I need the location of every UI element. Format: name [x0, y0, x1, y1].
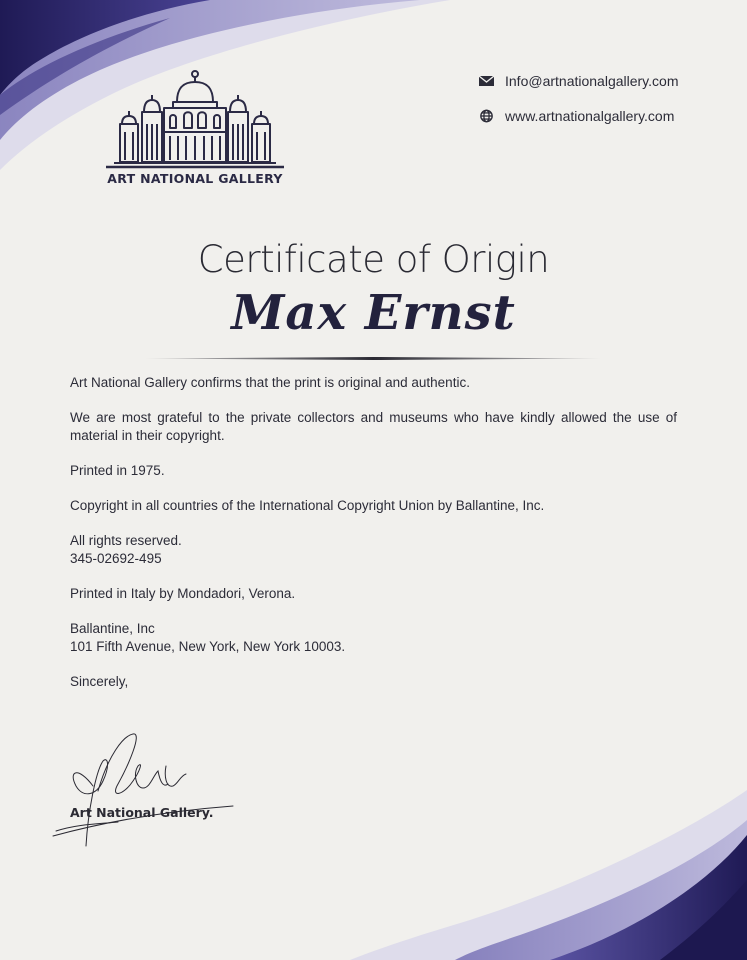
website-text[interactable]: www.artnationalgallery.com [505, 108, 675, 124]
artist-name: Max Ernst [231, 285, 516, 341]
handwritten-signature [48, 726, 248, 856]
paragraph-confirmation: Art National Gallery confirms that the print is original and authentic. [70, 375, 470, 390]
paragraph-printer: Printed in Italy by Mondadori, Verona. [70, 586, 296, 601]
certificate-title: Certificate of Origin [197, 238, 550, 281]
rights-line: All rights reserved. [70, 533, 182, 548]
globe-icon [478, 109, 495, 123]
paragraph-rights [70, 532, 677, 568]
logo-text: ART NATIONAL GALLERY [107, 171, 283, 186]
publisher-address: 101 Fifth Avenue, New York, New York 10003. [70, 639, 346, 654]
contact-email[interactable] [478, 73, 678, 89]
envelope-icon [478, 74, 495, 88]
paragraph-printed-year: Printed in 1975. [70, 463, 165, 478]
publisher-name: Ballantine, Inc [70, 621, 155, 636]
gallery-building-logo [100, 66, 290, 186]
closing-salutation: Sincerely, [70, 674, 129, 689]
paragraph-gratitude: We are most grateful to the private collectors and museums who have kindly allowed the use of material in their copyright. [70, 410, 677, 443]
contact-website[interactable] [478, 108, 674, 124]
signature-name: Art National Gallery. [70, 805, 214, 820]
paragraph-copyright: Copyright in all countries of the International Copyright Union by Ballantine, Inc. [70, 498, 545, 513]
paragraph-publisher [70, 620, 677, 656]
catalog-number: 345-02692-495 [70, 551, 162, 566]
title-divider [145, 356, 601, 361]
certificate-body [70, 374, 677, 708]
email-text[interactable]: Info@artnationalgallery.com [505, 73, 679, 89]
